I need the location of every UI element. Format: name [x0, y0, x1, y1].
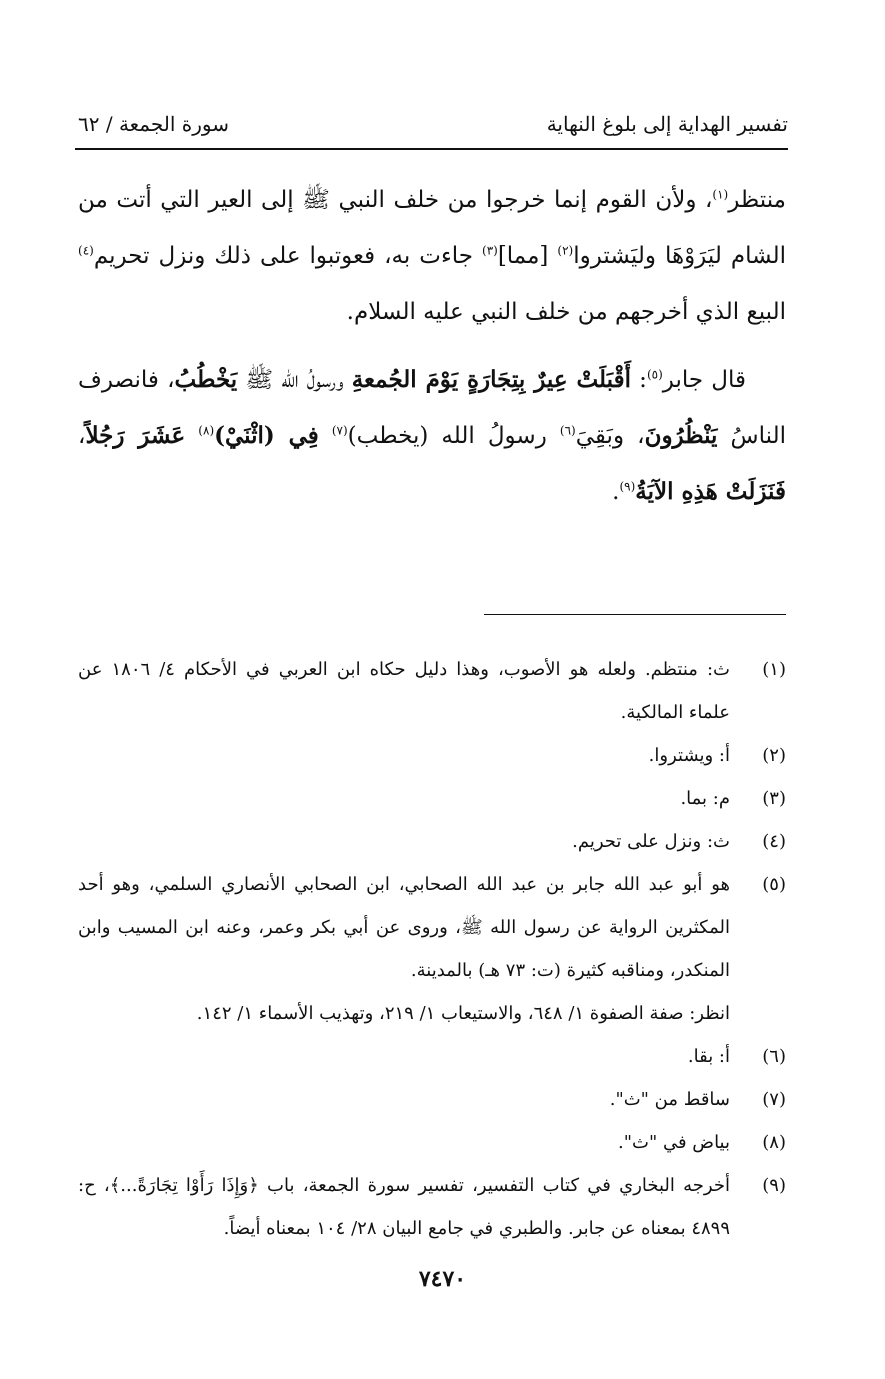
footnote-text: م: بما.	[680, 788, 730, 809]
text-run: جاءت به، فعوتبوا على ذلك ونزل تحريم	[93, 243, 482, 269]
paragraph-1	[78, 172, 786, 340]
text-run: منتظر	[728, 187, 786, 213]
footnote-text: ساقط من "ث".	[609, 1089, 730, 1110]
text-run: ، وبَقِيَ	[575, 423, 645, 449]
footnote-ref: (٤)	[78, 243, 94, 258]
footnote-number: (٧)	[762, 1089, 786, 1110]
footnote-6	[78, 1035, 786, 1078]
quote-text: عَشَرَ رَجُلاً	[85, 422, 186, 449]
footnote-5-sources	[78, 992, 786, 1035]
footnote-text: أخرجه البخاري في كتاب التفسير، تفسير سورة الجمعة، باب ﴿وَإِذَا رَأَوْا تِجَارَةً...﴾، ح: ٤٨٩٩ بمعناه عن جابر. والطبري في جامع البيان ٢٨/ ١٠٤ بمعناه أيضاً.	[78, 1175, 730, 1239]
quote-text: يَنْظُرُونَ	[644, 422, 718, 449]
text-run: البيع الذي أخرجهم من خلف النبي عليه السلام.	[346, 299, 786, 325]
footnote-text: بياض في "ث".	[618, 1132, 730, 1153]
footnote-text: أ: بقا.	[687, 1046, 730, 1067]
footnote-text: ث: ونزل على تحريم.	[572, 831, 730, 852]
text-run: ،	[78, 423, 86, 449]
quote-text: فِي (اثْنَيْ)	[214, 422, 319, 449]
text-run: رسولُ الله (يخطب)	[347, 423, 560, 449]
footnote-ref: (١)	[712, 187, 729, 202]
surah-page-label: سورة الجمعة / ٦٢	[78, 112, 230, 136]
footnote-number: (١)	[762, 659, 786, 680]
footnote-9	[78, 1164, 786, 1250]
footnote-2	[78, 734, 786, 777]
footnote-ref: (٣)	[482, 243, 498, 258]
text-run: [مما]	[497, 243, 558, 269]
footnote-ref: (٧)	[331, 423, 348, 438]
page-header	[78, 108, 788, 144]
footnotes	[78, 648, 786, 1250]
footnote-number: (٩)	[762, 1175, 786, 1196]
footnote-text: أ: ويشتروا.	[648, 745, 730, 766]
page-number: ٧٤٧٠	[418, 1266, 467, 1292]
footnote-3	[78, 777, 786, 820]
text-run: :	[630, 367, 647, 393]
paragraph-2	[78, 352, 786, 520]
footnote-ref: (٥)	[646, 367, 663, 382]
header-rule	[75, 148, 788, 150]
quote-text: أَقْبَلَتْ عِيرٌ بِتِجَارَةٍ يَوْمَ الجُمعةِ	[351, 366, 631, 393]
footnote-ref: (٨)	[198, 423, 215, 438]
footnote-text: ث: منتظم. ولعله هو الأصوب، وهذا دليل حكاه ابن العربي في الأحكام ٤/ ١٨٠٦ عن علماء المالكية.	[78, 659, 730, 723]
footnote-text: هو أبو عبد الله جابر بن عبد الله الصحابي، ابن الصحابي الأنصاري السلمي، وهو أحد المكثرين الرواية عن رسول الله ﷺ، وروى عن أبي بكر وعمر، وعنه ابن المسيب وابن المنكدر، ومناقبه كثيرة (ت: ٧٣ هـ) بالمدينة.	[78, 874, 730, 981]
footnote-separator	[484, 614, 786, 615]
footnote-number: (٨)	[762, 1132, 786, 1153]
footnote-number: (٦)	[762, 1046, 786, 1067]
footnote-4	[78, 820, 786, 863]
main-text	[78, 172, 786, 520]
footnote-number: (٣)	[762, 788, 786, 809]
footnote-ref: (٩)	[619, 479, 636, 494]
text-run: قال جابر	[662, 367, 746, 393]
quote-text: يَخْطُبُ	[174, 366, 238, 393]
text-run: ، فانصرف الناسُ	[78, 367, 786, 449]
footnote-ref: (٢)	[557, 243, 574, 258]
footnote-text: انظر: صفة الصفوة ١/ ٦٤٨، والاستيعاب ١/ ٢١٩، وتهذيب الأسماء ١/ ١٤٢.	[196, 1003, 730, 1024]
footnote-ref: (٦)	[559, 423, 576, 438]
footnote-7	[78, 1078, 786, 1121]
text-run: .	[612, 479, 620, 505]
book-title: تفسير الهداية إلى بلوغ النهاية	[546, 112, 788, 136]
footnote-8	[78, 1121, 786, 1164]
footnote-1	[78, 648, 786, 734]
footnote-number: (٤)	[762, 831, 786, 852]
text-run	[319, 423, 332, 449]
quote-text: فَنَزَلَتْ هَذِهِ الآيَةُ	[635, 478, 786, 505]
text-run	[185, 423, 198, 449]
text-run: ورسولُ الله ﷺ	[237, 367, 352, 393]
footnote-number: (٥)	[762, 874, 786, 895]
footnote-5	[78, 863, 786, 992]
text-run: ، ولأن القوم إنما خرجوا من خلف النبي ﷺ إلى العير التي أتت من الشام ليَرَوْهَا وليَشتروا	[78, 187, 786, 269]
footnote-number: (٢)	[762, 745, 786, 766]
